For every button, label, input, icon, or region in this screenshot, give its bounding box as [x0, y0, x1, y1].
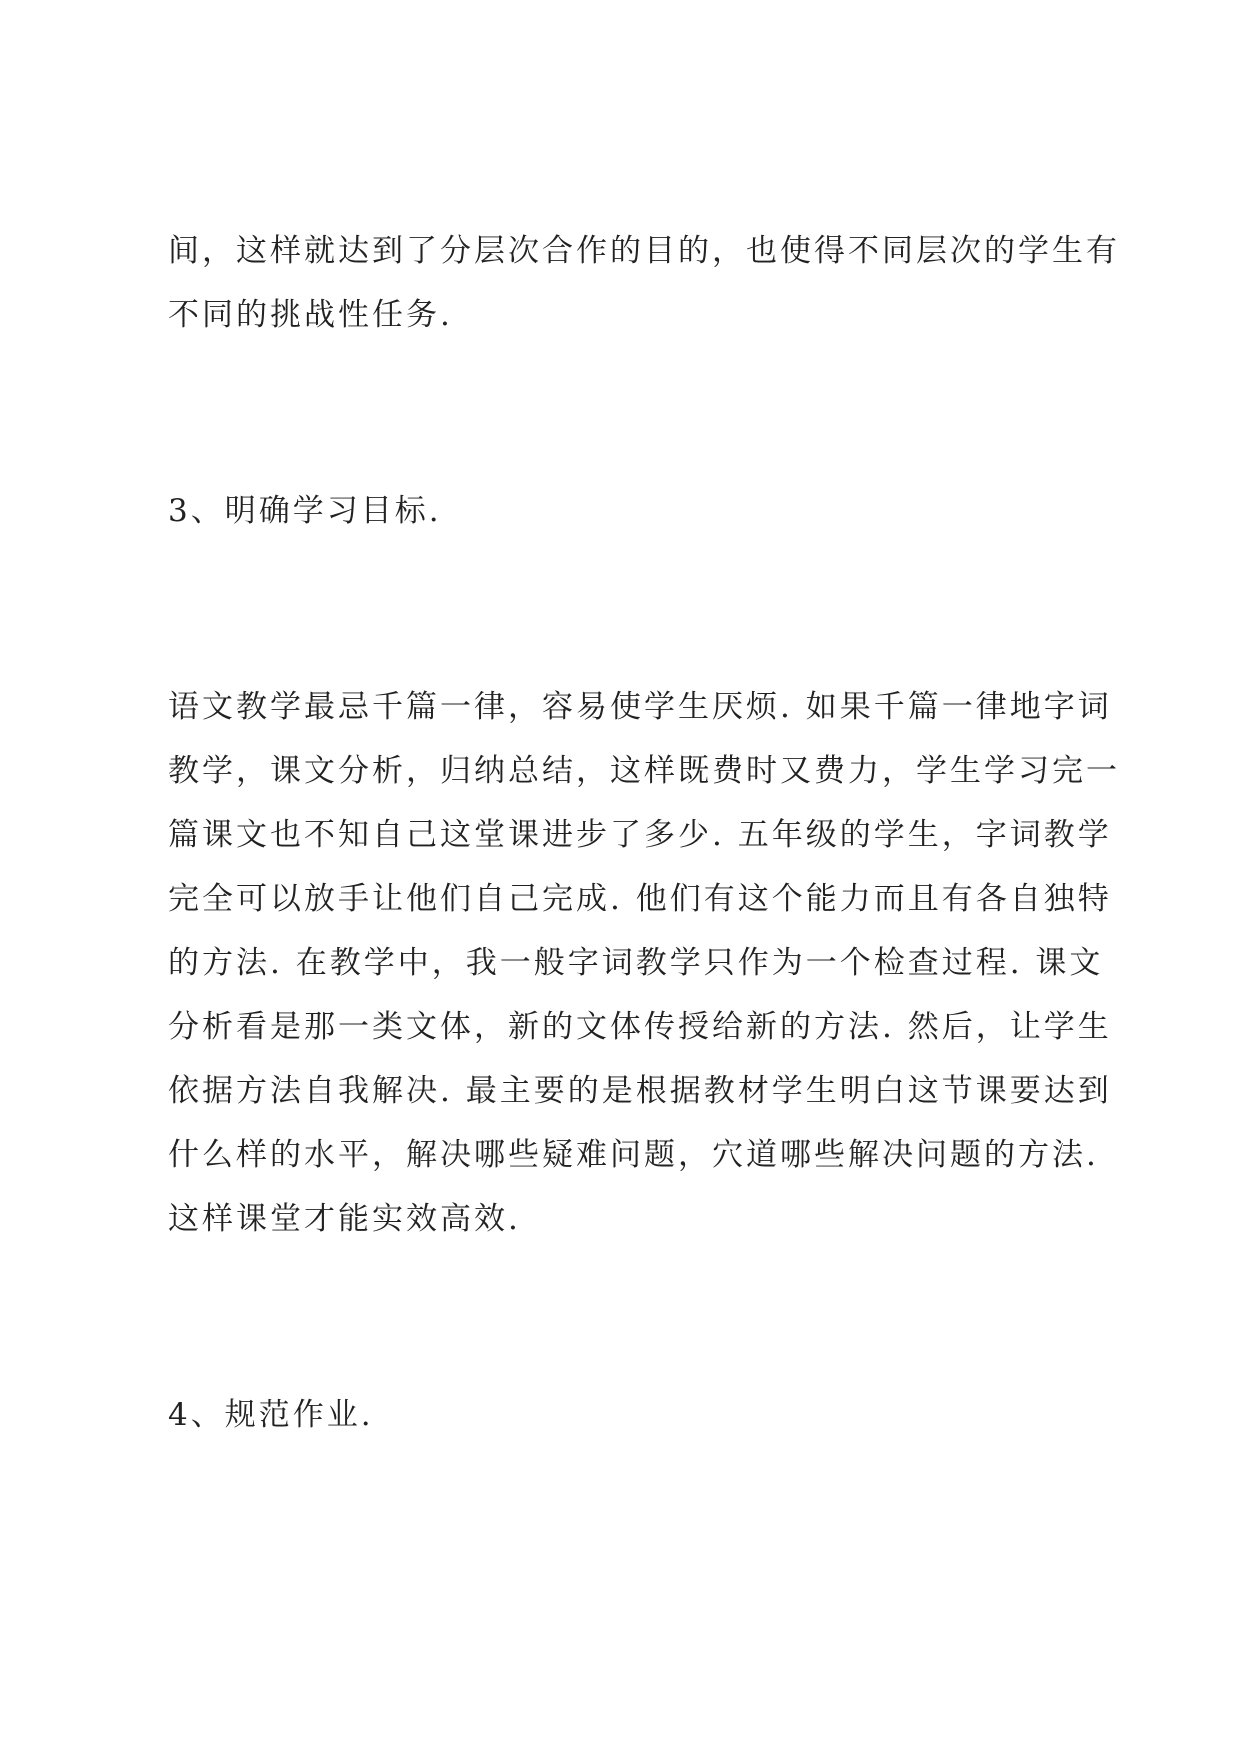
- section-heading: 3、明确学习目标.: [168, 493, 442, 529]
- paragraph-line: 间，这样就达到了分层次合作的目的，也使得不同层次的学生有: [168, 233, 1120, 269]
- section-heading: 4、规范作业.: [168, 1397, 374, 1433]
- paragraph-line: 篇课文也不知自己这堂课进步了多少. 五年级的学生，字词教学: [168, 817, 1112, 853]
- paragraph-line: 教学，课文分析，归纳总结，这样既费时又费力，学生学习完一: [168, 753, 1120, 789]
- paragraph-line: 完全可以放手让他们自己完成. 他们有这个能力而且有各自独特: [168, 881, 1112, 917]
- paragraph-line: 这样课堂才能实效高效.: [168, 1201, 521, 1237]
- paragraph-line: 不同的挑战性任务.: [168, 297, 453, 333]
- paragraph-line: 的方法. 在教学中，我一般字词教学只作为一个检查过程. 课文: [168, 945, 1104, 981]
- paragraph-line: 语文教学最忌千篇一律，容易使学生厌烦. 如果千篇一律地字词: [168, 689, 1112, 725]
- paragraph-line: 什么样的水平，解决哪些疑难问题，穴道哪些解决问题的方法.: [168, 1137, 1099, 1173]
- paragraph-line: 分析看是那一类文体，新的文体传授给新的方法. 然后，让学生: [168, 1009, 1112, 1045]
- paragraph-line: 依据方法自我解决. 最主要的是根据教材学生明白这节课要达到: [168, 1073, 1112, 1109]
